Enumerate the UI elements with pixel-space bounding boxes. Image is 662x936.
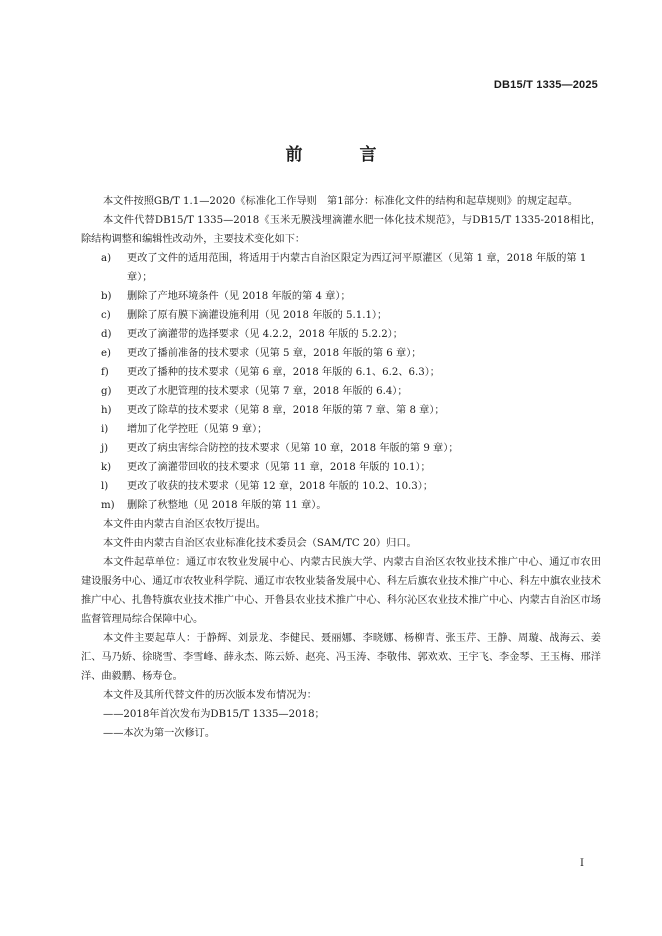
list-item-text: 更改了滴灌带回收的技术要求（见第 11 章，2018 年版的 10.1）； — [127, 462, 431, 473]
list-item — [81, 287, 601, 306]
paragraph-technical-committee: 本文件由内蒙古自治区农业标准化技术委员会（SAM/TC 20）归口。 — [103, 538, 417, 549]
list-marker: m) — [101, 500, 115, 511]
list-item-text: 增加了化学控旺（见第 9 章）； — [127, 424, 268, 435]
list-marker: c) — [101, 310, 111, 321]
list-item — [81, 249, 601, 287]
list-item — [81, 458, 601, 477]
list-item — [81, 382, 601, 401]
list-item-text: 更改了播种的技术要求（见第 6 章，2018 年版的 6.1、6.2、6.3）； — [127, 367, 440, 378]
paragraph-replacement: 本文件代替DB15/T 1335—2018《玉米无膜浅埋滴灌水肥一体化技术规范》，与DB15/T 1335-2018相比，除结构调整和编辑性改动外，主要技术变化如下： — [81, 215, 601, 245]
list-item-text: 更改了病虫害综合防控的技术要求（见第 10 章，2018 年版的第 9 章）； — [127, 443, 459, 454]
paragraph-drafting-units: 本文件起草单位：通辽市农牧业发展中心、内蒙古民族大学、内蒙古自治区农牧业技术推广中心、通辽市农田建设服务中心、通辽市农牧业科学院、通辽市农牧业装备发展中心、科左后旗农业技术推广中心、科左中旗农业技术推广中心、扎鲁特旗农业技术推广中心、开鲁县农业技术推广中心、科尔沁区农业技术推广中心、内蒙古自治区市场监督管理局综合保障中心。 — [81, 557, 601, 625]
list-item-text: 更改了收获的技术要求（见第 12 章，2018 年版的 10.2、10.3）； — [127, 481, 434, 492]
list-item-text: 更改了播前准备的技术要求（见第 5 章，2018 年版的第 6 章）； — [127, 348, 422, 359]
list-item-text: 删除了秋整地（见 2018 年版的第 11 章）。 — [127, 500, 327, 511]
list-item — [81, 306, 601, 325]
paragraph-drafting-rules: 本文件按照GB/T 1.1—2020《标准化工作导则 第1部分：标准化文件的结构和起草规则》的规定起草。 — [103, 196, 579, 207]
list-item — [81, 496, 601, 515]
list-item-text: 更改了滴灌带的选择要求（见 4.2.2，2018 年版的 5.2.2）； — [127, 329, 403, 340]
list-item — [81, 401, 601, 420]
list-marker: j) — [101, 443, 109, 454]
list-marker: b) — [101, 291, 112, 302]
list-item — [81, 344, 601, 363]
version-history-item: ——本次为第一次修订。 — [103, 728, 216, 739]
list-marker: e) — [101, 348, 112, 359]
list-marker: g) — [101, 386, 112, 397]
version-history-item: ——2018年首次发布为DB15/T 1335—2018； — [103, 709, 325, 720]
list-item — [81, 439, 601, 458]
changes-list — [81, 249, 601, 515]
list-marker: k) — [101, 462, 112, 473]
paragraph-proposer: 本文件由内蒙古自治区农牧厅提出。 — [103, 519, 266, 530]
list-item-text: 更改了文件的适用范围，将适用于内蒙古自治区限定为西辽河平原灌区（见第 1 章，2018 年版的第 1 章）； — [127, 253, 587, 283]
list-marker: l) — [101, 481, 109, 492]
list-item — [81, 325, 601, 344]
paragraph-version-history: 本文件及其所代替文件的历次版本发布情况为： — [103, 690, 317, 701]
list-item-text: 更改了除草的技术要求（见第 8 章，2018 年版的第 7 章、第 8 章）； — [127, 405, 445, 416]
paragraph-drafters: 本文件主要起草人：于静辉、刘景龙、李健民、聂丽娜、李晓娜、杨柳青、张玉芹、王静、周璇、战海云、姜汇、马乃娇、徐晓雪、李雪峰、薛永杰、陈云娇、赵亮、冯玉涛、李敬伟、郭欢欢、王宇飞、李金琴、王玉梅、邢洋洋、曲毅鹏、杨寿仓。 — [81, 633, 601, 682]
list-item-text: 删除了产地环境条件（见 2018 年版的第 4 章）； — [127, 291, 351, 302]
list-item-text: 更改了水肥管理的技术要求（见第 7 章，2018 年版的 6.4）； — [127, 386, 408, 397]
list-item — [81, 420, 601, 439]
page-number: I — [580, 858, 584, 869]
list-item — [81, 363, 601, 382]
list-marker: i) — [101, 424, 109, 435]
page-title: 前 言 — [285, 145, 397, 165]
list-marker: a) — [101, 253, 112, 264]
list-marker: f) — [101, 367, 109, 378]
foreword-body — [81, 192, 601, 743]
list-item-text: 删除了原有膜下滴灌设施利用（见 2018 年版的 5.1.1）； — [127, 310, 388, 321]
list-item — [81, 477, 601, 496]
document-code: DB15/T 1335—2025 — [493, 79, 598, 91]
list-marker: d) — [101, 329, 112, 340]
list-marker: h) — [101, 405, 112, 416]
